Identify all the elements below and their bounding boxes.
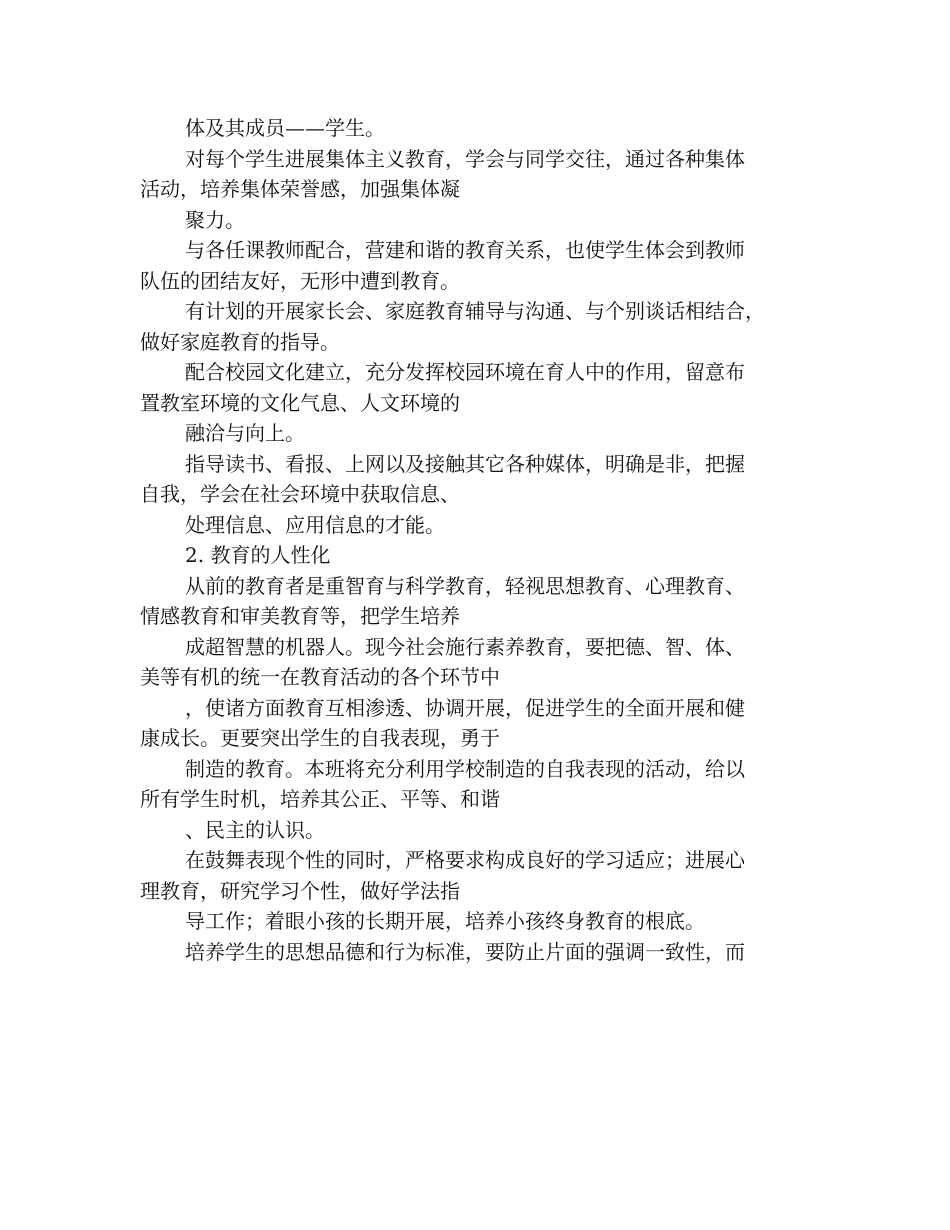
text-line: 所有学生时机，培养其公正、平等、和谐 bbox=[140, 787, 500, 811]
text-line: 培养学生的思想品德和行为标准，要防止片面的强调一致性，而 bbox=[185, 939, 745, 964]
document-body bbox=[140, 113, 820, 967]
text-line: 、民主的认识。 bbox=[185, 817, 325, 842]
text-line: 体及其成员——学生。 bbox=[185, 116, 385, 140]
text-line: 在鼓舞表现个性的同时，严格要求构成良好的学习适应；进展心 bbox=[185, 848, 745, 872]
text-line: 成超智慧的机器人。现今社会施行素养教育，要把德、智、体、 bbox=[185, 634, 745, 659]
text-line: 自我，学会在社会环境中获取信息、 bbox=[140, 482, 460, 506]
text-line: 美等有机的统一在教育活动的各个环节中 bbox=[140, 665, 500, 689]
text-line: 队伍的团结友好，无形中遭到教育。 bbox=[140, 268, 460, 293]
text-line: 配合校园文化建立，充分发挥校园环境在育人中的作用，留意布 bbox=[185, 360, 745, 384]
text-line: 与各任课教师配合，营建和谐的教育关系，也使学生体会到教师 bbox=[185, 238, 745, 262]
text-line: 聚力。 bbox=[185, 207, 245, 232]
text-line: 康成长。更要突出学生的自我表现，勇于 bbox=[140, 726, 500, 750]
text-line: 理教育，研究学习个性，做好学法指 bbox=[140, 878, 460, 903]
text-line: 活动，培养集体荣誉感，加强集体凝 bbox=[140, 177, 460, 201]
text-line: 情感教育和审美教育等，把学生培养 bbox=[140, 604, 460, 628]
section-heading: 2. 教育的人性化 bbox=[185, 543, 331, 567]
text-line: 指导读书、看报、上网以及接触其它各种媒体，明确是非，把握 bbox=[185, 451, 745, 476]
text-line: 有计划的开展家长会、家庭教育辅导与沟通、与个别谈话相结合， bbox=[185, 299, 765, 323]
text-line: 从前的教育者是重智育与科学教育，轻视思想教育、心理教育、 bbox=[185, 573, 745, 598]
text-line: 对每个学生进展集体主义教育，学会与同学交往，通过各种集体 bbox=[185, 146, 745, 171]
text-line: 导工作；着眼小孩的长期开展，培养小孩终身教育的根底。 bbox=[185, 909, 705, 933]
text-line: 制造的教育。本班将充分利用学校制造的自我表现的活动，给以 bbox=[185, 756, 745, 781]
text-line: 融洽与向上。 bbox=[185, 421, 305, 445]
text-line: ，使诸方面教育互相渗透、协调开展，促进学生的全面开展和健 bbox=[185, 695, 745, 720]
text-line: 处理信息、应用信息的才能。 bbox=[185, 512, 445, 537]
text-line: 做好家庭教育的指导。 bbox=[140, 329, 340, 354]
text-line: 置教室环境的文化气息、人文环境的 bbox=[140, 390, 460, 415]
